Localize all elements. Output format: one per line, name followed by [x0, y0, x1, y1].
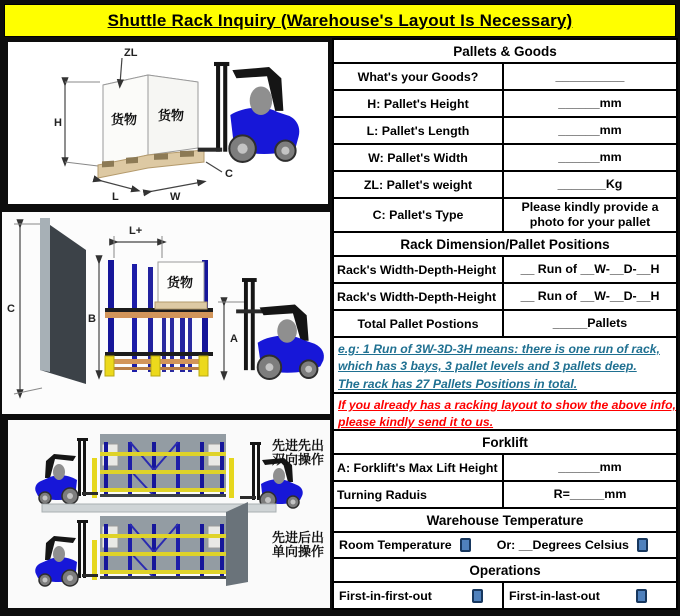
label-c: C: [7, 303, 15, 315]
section-rack-dimension: Rack Dimension/Pallet Positions: [334, 233, 676, 257]
pallet-diagram-card: [8, 42, 328, 204]
shuttle-operations-diagram: [8, 420, 330, 608]
goods-text-left: 货物: [111, 113, 138, 128]
rack-dimensions-diagram: [2, 212, 330, 414]
row-total-pallet-positions: [334, 311, 676, 338]
example-note: [334, 338, 676, 394]
field-value[interactable]: ______mm: [502, 91, 676, 116]
section-warehouse-temperature: Warehouse Temperature: [334, 509, 676, 533]
filo-label: First-in-last-out: [509, 589, 600, 603]
dim-lplus: [114, 225, 162, 258]
field-value[interactable]: R=_____mm: [502, 482, 676, 507]
row-turning-radius: [334, 482, 676, 509]
forklift-icon: [198, 62, 300, 162]
field-label: A: Forklift's Max Lift Height: [337, 460, 498, 475]
example-note-line: which has 3 bays, 3 pallet levels and 3 pallets deep.: [338, 359, 637, 374]
field-value: Please kindly provide a photo for your pallet: [502, 199, 676, 231]
field-value[interactable]: __________: [502, 64, 676, 89]
field-label: Turning Raduis: [337, 487, 427, 502]
row-pallet-width: [334, 145, 676, 172]
degrees-celsius-checkbox[interactable]: [637, 538, 648, 552]
example-note-line: The rack has 27 Pallets Positions in total.: [338, 376, 578, 391]
row-pallet-weight: [334, 172, 676, 199]
field-value[interactable]: ______mm: [502, 145, 676, 170]
degrees-celsius-label: Or: __Degrees Celsius: [496, 538, 629, 552]
fifo-label-line2: 双向操作: [272, 453, 325, 468]
field-label: C: Pallet's Type: [372, 208, 464, 222]
rack-diagram-card: [2, 212, 330, 414]
row-operations: [334, 583, 676, 609]
row-pallet-length: [334, 118, 676, 145]
row-goods: [334, 64, 676, 91]
field-label: Rack's Width-Depth-Height: [337, 289, 497, 304]
field-value[interactable]: _____Pallets: [502, 311, 676, 336]
room-temperature-checkbox[interactable]: [460, 538, 471, 552]
fifo-scene: [35, 434, 324, 508]
operations-diagram-card: [8, 420, 330, 608]
page-title: Shuttle Rack Inquiry (Warehouse's Layout Is Necessary): [107, 10, 573, 30]
fifo-cell: [334, 583, 502, 609]
label-l: L: [112, 191, 119, 203]
fifo-label: First-in-first-out: [339, 589, 432, 603]
label-a: A: [230, 333, 238, 345]
forklift-icon: [236, 278, 324, 379]
warning-note-line: please kindly send it to us.: [338, 415, 494, 430]
warning-note: [334, 394, 676, 431]
filo-cell: [502, 583, 676, 609]
title-banner: [4, 4, 676, 37]
field-value[interactable]: __ Run of __W-__D-__H: [502, 257, 676, 282]
goods-text: 货物: [167, 276, 194, 291]
filo-checkbox[interactable]: [636, 589, 647, 603]
dim-b: [88, 260, 99, 375]
label-lplus: L+: [129, 225, 143, 237]
fifo-checkbox[interactable]: [472, 589, 483, 603]
example-note-line: e.g: 1 Run of 3W-3D-3H means: there is one run of rack,: [338, 342, 660, 356]
row-pallet-height: [334, 91, 676, 118]
field-label: What's your Goods?: [357, 69, 479, 84]
row-temperature: [334, 533, 676, 559]
row-rack-wdh-2: [334, 284, 676, 311]
field-value[interactable]: ______mm: [502, 118, 676, 143]
warehouse-wall: [40, 218, 86, 384]
inquiry-form: [332, 38, 678, 610]
warning-note-line: If you already has a racking layout to show the above info,: [338, 398, 676, 412]
dim-w: [148, 182, 202, 203]
end-wall: [226, 502, 248, 586]
section-operations: Operations: [334, 559, 676, 583]
field-value[interactable]: _______Kg: [502, 172, 676, 197]
section-forklift: Forklift: [334, 431, 676, 455]
row-pallet-type: [334, 199, 676, 233]
label-b: B: [88, 313, 96, 325]
field-label: W: Pallet's Width: [368, 150, 468, 165]
section-pallets-goods: Pallets & Goods: [334, 40, 676, 64]
field-label: Total Pallet Postions: [357, 316, 479, 331]
dim-c: [206, 162, 233, 180]
field-label: Rack's Width-Depth-Height: [337, 262, 497, 277]
filo-scene: [35, 502, 324, 586]
goods-on-rack: [155, 262, 207, 309]
filo-label-line2: 单向操作: [272, 545, 325, 560]
filo-label-line1: 先进后出: [272, 531, 325, 546]
label-h: H: [54, 117, 62, 129]
field-value[interactable]: __ Run of __W-__D-__H: [502, 284, 676, 309]
row-rack-wdh-1: [334, 257, 676, 284]
row-max-lift-height: [334, 455, 676, 482]
field-value[interactable]: ______mm: [502, 455, 676, 480]
label-zl: ZL: [124, 47, 138, 59]
dim-h: [54, 82, 100, 166]
pallet-dimensions-diagram: [8, 42, 328, 204]
goods-text-right: 货物: [158, 109, 185, 124]
label-w: W: [170, 191, 181, 203]
field-label: L: Pallet's Length: [366, 123, 470, 138]
field-label: H: Pallet's Height: [367, 96, 469, 111]
field-label: ZL: Pallet's weight: [363, 177, 473, 192]
dim-c: [7, 224, 42, 394]
label-c: C: [225, 168, 233, 180]
dim-l: [98, 180, 136, 203]
room-temperature-label: Room Temperature: [339, 538, 452, 552]
fifo-label-line1: 先进先出: [272, 439, 325, 454]
